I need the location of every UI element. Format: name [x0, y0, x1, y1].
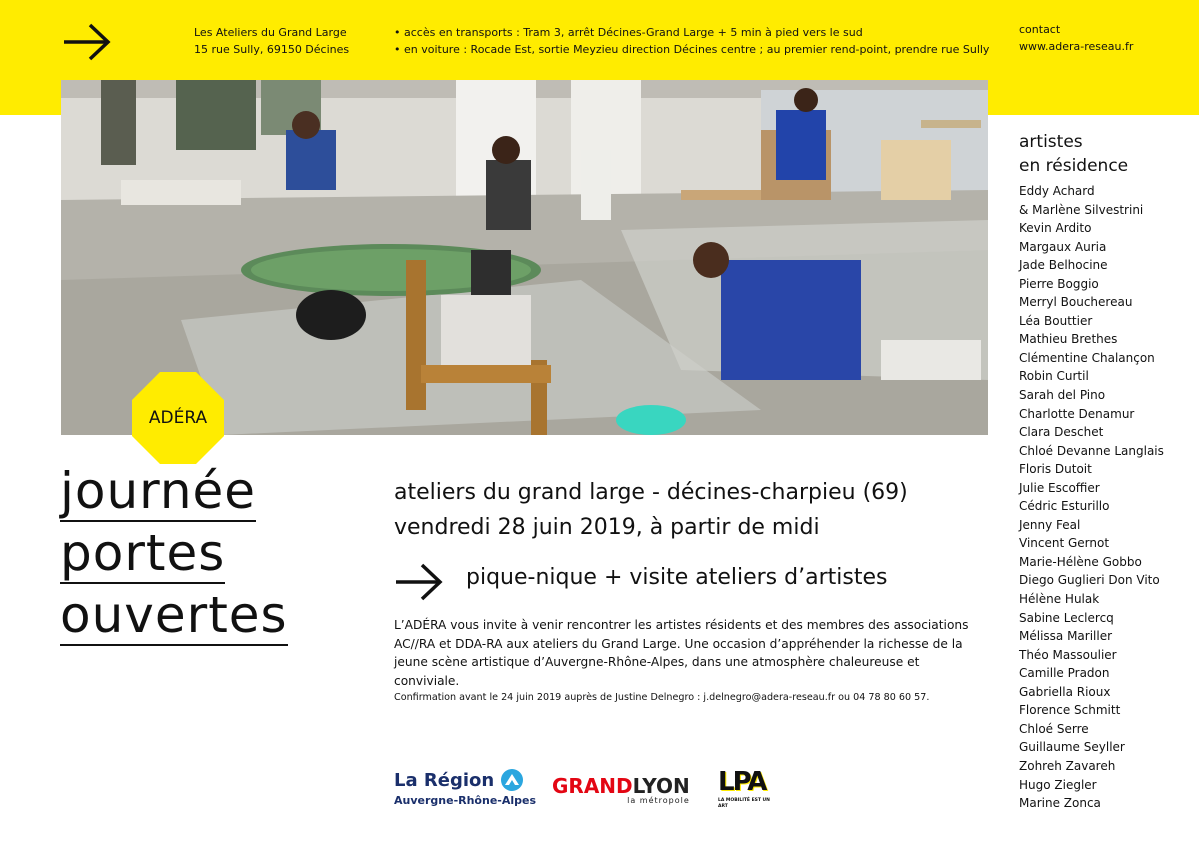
- artist-name: Mélissa Mariller: [1019, 629, 1113, 644]
- artists-title-line-2: en résidence: [1019, 156, 1129, 176]
- artist-name: Sarah del Pino: [1019, 388, 1106, 403]
- artist-name: Zohreh Zavareh: [1019, 758, 1116, 773]
- artist-name: Gabriella Rioux: [1019, 684, 1111, 699]
- artist-name: Robin Curtil: [1019, 369, 1089, 384]
- region-logo-sub: Auvergne-Rhône-Alpes: [394, 794, 537, 807]
- venue-street: 15 rue Sully, 69150 Décines: [194, 43, 350, 56]
- adera-badge: [132, 372, 224, 464]
- venue-address: [194, 24, 349, 58]
- artist-name: Jade Belhocine: [1019, 258, 1108, 273]
- grandlyon-logo-grand: GRAND: [552, 774, 633, 798]
- artist-name: Pierre Boggio: [1019, 276, 1099, 291]
- arrow-right-icon: [394, 562, 444, 602]
- contact-block: [1019, 21, 1133, 55]
- artist-name: Margaux Auria: [1019, 239, 1107, 254]
- artist-name: Vincent Gernot: [1019, 536, 1110, 551]
- lpa-logo: [718, 768, 770, 810]
- arrow-right-icon: [62, 22, 112, 62]
- access-info: [394, 24, 989, 58]
- artist-name: Julie Escoffier: [1019, 480, 1100, 495]
- region-logo: [394, 768, 536, 807]
- artist-name: Eddy Achard: [1019, 184, 1095, 198]
- artist-name: & Marlène Silvestrini: [1019, 202, 1144, 217]
- artist-name: Clara Deschet: [1019, 425, 1104, 440]
- artist-name: Chloé Serre: [1019, 721, 1089, 736]
- artist-name: Théo Massoulier: [1019, 647, 1117, 662]
- artist-name: Charlotte Denamur: [1019, 406, 1135, 421]
- artist-name: Marine Zonca: [1019, 796, 1101, 811]
- event-tagline: pique-nique + visite ateliers d’artistes: [466, 565, 888, 590]
- headline-line-2: portes: [60, 524, 226, 582]
- adera-badge-label: ADÉRA: [148, 408, 208, 428]
- artists-title-line-1: artistes: [1019, 132, 1083, 152]
- artist-name: Mathieu Brethes: [1019, 332, 1118, 347]
- headline-line-1: journée: [60, 462, 257, 520]
- artist-name: Hugo Ziegler: [1019, 777, 1097, 792]
- artist-name: Camille Pradon: [1019, 666, 1110, 681]
- region-logo-name: La Région: [394, 769, 495, 791]
- grandlyon-logo-lyon: LYON: [632, 774, 690, 798]
- lpa-logo-tagline: LA MOBILITÉ EST UN ART: [718, 798, 770, 809]
- grandlyon-logo: [552, 774, 690, 805]
- artist-name: Cédric Esturillo: [1019, 499, 1110, 514]
- headline: [60, 462, 360, 648]
- artist-name: Jenny Feal: [1019, 517, 1081, 532]
- region-mountain-icon: [500, 768, 524, 792]
- access-tram: • accès en transports : Tram 3, arrêt Décines-Grand Large + 5 min à pied vers le sud: [394, 26, 863, 39]
- artist-name: Merryl Bouchereau: [1019, 295, 1133, 310]
- contact-label: contact: [1019, 23, 1061, 36]
- venue-name: Les Ateliers du Grand Large: [194, 26, 347, 39]
- artist-name: Hélène Hulak: [1019, 592, 1100, 607]
- lpa-logo-mark: LPA: [718, 767, 766, 797]
- artist-name: Marie-Hélène Gobbo: [1019, 554, 1142, 569]
- artist-name: Diego Guglieri Don Vito: [1019, 573, 1160, 588]
- contact-website-link[interactable]: www.adera-reseau.fr: [1019, 40, 1134, 53]
- artist-name: Florence Schmitt: [1019, 703, 1121, 718]
- event-place: ateliers du grand large - décines-charpieu (69): [394, 480, 908, 505]
- artist-name: Guillaume Seyller: [1019, 740, 1125, 755]
- artist-name: Kevin Ardito: [1019, 221, 1092, 236]
- event-description: L’ADÉRA vous invite à venir rencontrer les artistes résidents et des membres des associations AC//RA et DDA-RA aux ateliers du Grand Large. Une occasion d’appréhender la richesse de la jeune scène artistique d’Auvergne-Rhône-Alpes, dans une atmosphère chaleureuse et conviviale.: [394, 618, 969, 688]
- event-date: vendredi 28 juin 2019, à partir de midi: [394, 515, 820, 540]
- rsvp-confirmation: Confirmation avant le 24 juin 2019 auprès de Justine Delnegro : j.delnegro@adera-reseau.fr ou 04 78 80 60 57.: [394, 692, 930, 703]
- artist-name: Léa Bouttier: [1019, 313, 1093, 328]
- grandlyon-logo-sub: la métropole: [627, 796, 690, 805]
- artist-name: Chloé Devanne Langlais: [1019, 443, 1164, 458]
- artists-list: [1019, 182, 1164, 813]
- access-car: • en voiture : Rocade Est, sortie Meyzieu direction Décines centre ; au premier rend-point, prendre rue Sully: [394, 43, 990, 56]
- artists-title: [1019, 130, 1128, 178]
- headline-line-3: ouvertes: [60, 586, 288, 644]
- artist-name: Floris Dutoit: [1019, 462, 1092, 477]
- artist-name: Sabine Leclercq: [1019, 610, 1114, 625]
- artist-name: Clémentine Chalançon: [1019, 350, 1155, 365]
